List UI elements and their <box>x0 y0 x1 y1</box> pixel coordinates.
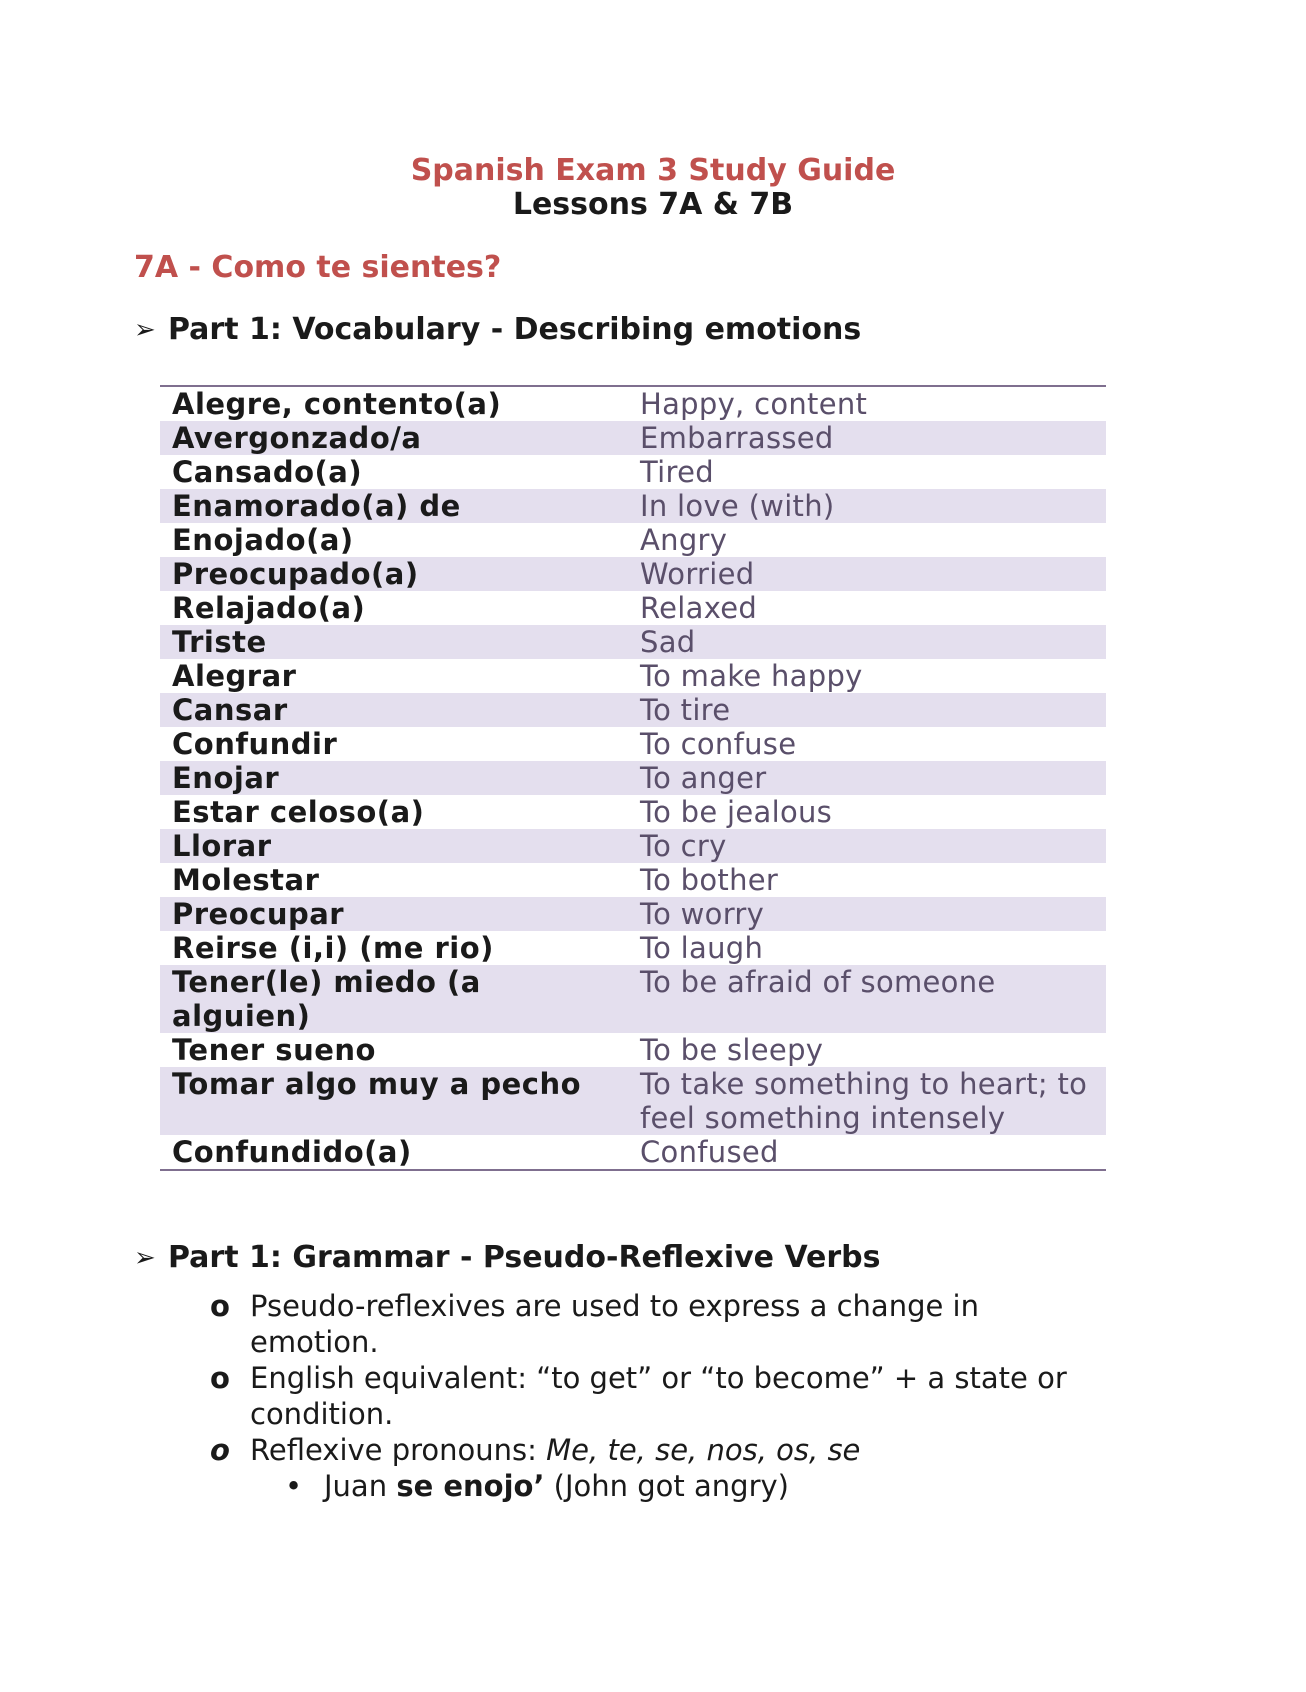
vocab-english-translation: Angry <box>640 523 728 557</box>
grammar-bullet-list <box>210 1288 1100 1504</box>
grammar-bullet-text: Reflexive pronouns: <box>250 1433 547 1467</box>
vocab-spanish-term: Reirse (i,i) (me rio) <box>172 931 494 965</box>
vocab-english-translation: To anger <box>628 761 1106 795</box>
vocab-row <box>160 1067 1106 1135</box>
sub-bullet-marker: • <box>285 1469 303 1503</box>
vocab-row <box>160 1033 1106 1067</box>
vocab-english-translation: To worry <box>628 897 1106 931</box>
vocab-spanish-term: Triste <box>160 625 628 659</box>
bullet-marker: o <box>210 1361 230 1395</box>
vocab-english-translation: To be afraid of someone <box>628 965 1106 1033</box>
arrow-bullet-icon: ➢ <box>134 1243 156 1273</box>
vocab-spanish-term: Tener sueno <box>172 1033 376 1067</box>
vocab-english-translation: To tire <box>628 693 1106 727</box>
vocab-english-translation: Confused <box>640 1135 779 1169</box>
example-verb: se enojo’ <box>396 1469 545 1503</box>
part-heading-vocabulary <box>134 312 861 348</box>
vocab-row <box>160 931 1106 965</box>
vocab-spanish-term: Relajado(a) <box>172 591 366 625</box>
vocab-row <box>160 591 1106 625</box>
vocab-english-translation: To be sleepy <box>640 1033 824 1067</box>
grammar-bullet-text: English equivalent: “to get” or “to become” + a state or condition. <box>250 1361 1067 1431</box>
vocab-english-translation: In love (with) <box>628 489 1106 523</box>
vocab-row <box>160 1135 1106 1170</box>
vocab-row <box>160 761 1106 795</box>
vocabulary-table <box>160 385 1106 1171</box>
vocab-spanish-term: Tomar algo muy a pecho <box>160 1067 628 1135</box>
arrow-bullet-icon: ➢ <box>134 315 156 345</box>
vocab-row <box>160 455 1106 489</box>
example-subject: Juan <box>324 1469 397 1503</box>
vocab-row <box>160 523 1106 557</box>
example-translation: (John got angry) <box>544 1469 789 1503</box>
vocab-english-translation: Tired <box>640 455 714 489</box>
vocab-spanish-term: Llorar <box>160 829 628 863</box>
vocab-row <box>160 897 1106 931</box>
vocab-english-translation: To confuse <box>640 727 797 761</box>
vocab-row <box>160 625 1106 659</box>
vocab-english-translation: To cry <box>628 829 1106 863</box>
vocab-english-translation: Sad <box>628 625 1106 659</box>
vocab-row <box>160 489 1106 523</box>
vocab-spanish-term: Alegre, contento(a) <box>172 387 502 421</box>
document-title: Spanish Exam 3 Study Guide <box>410 153 896 188</box>
vocab-spanish-term: Preocupado(a) <box>160 557 628 591</box>
vocab-english-translation: To laugh <box>640 931 764 965</box>
vocab-row <box>160 863 1106 897</box>
vocab-english-translation: Relaxed <box>640 591 758 625</box>
vocab-spanish-term: Enojado(a) <box>172 523 354 557</box>
vocab-row <box>160 829 1106 863</box>
vocab-row <box>160 693 1106 727</box>
grammar-bullet <box>210 1288 1100 1360</box>
vocab-english-translation: To be jealous <box>640 795 833 829</box>
part-heading-vocabulary-label: Part 1: Vocabulary - Describing emotions <box>168 312 862 347</box>
vocab-row <box>160 965 1106 1033</box>
vocab-spanish-term: Confundir <box>172 727 338 761</box>
vocab-spanish-term: Estar celoso(a) <box>172 795 425 829</box>
grammar-bullet <box>210 1360 1100 1432</box>
vocab-spanish-term: Alegrar <box>172 659 297 693</box>
vocab-spanish-term: Enamorado(a) de <box>160 489 628 523</box>
vocab-row <box>160 659 1106 693</box>
vocab-english-translation: To bother <box>640 863 779 897</box>
vocab-spanish-term: Confundido(a) <box>172 1135 412 1169</box>
reflexive-pronouns: Me, te, se, nos, os, se <box>546 1433 861 1467</box>
grammar-bullet <box>210 1432 1100 1468</box>
vocab-spanish-term: Enojar <box>160 761 628 795</box>
grammar-bullet-text: Pseudo-reflexives are used to express a change in emotion. <box>250 1289 979 1359</box>
vocab-english-translation: Embarrassed <box>628 421 1106 455</box>
vocab-spanish-term: Molestar <box>172 863 320 897</box>
vocab-spanish-term: Tener(le) miedo (a alguien) <box>160 965 628 1033</box>
part-heading-grammar-label: Part 1: Grammar - Pseudo-Reflexive Verbs <box>168 1240 881 1275</box>
vocab-spanish-term: Cansar <box>160 693 628 727</box>
vocab-english-translation: To make happy <box>640 659 863 693</box>
part-heading-grammar <box>134 1240 881 1276</box>
vocab-english-translation: Happy, content <box>640 387 868 421</box>
bullet-marker: o <box>210 1289 230 1323</box>
section-heading-7a: 7A - Como te sientes? <box>134 250 502 285</box>
vocab-spanish-term: Cansado(a) <box>172 455 363 489</box>
bullet-marker: o <box>210 1433 230 1467</box>
document-subtitle: Lessons 7A & 7B <box>512 187 794 222</box>
vocab-row <box>160 557 1106 591</box>
vocab-english-translation: Worried <box>628 557 1106 591</box>
vocab-row <box>160 421 1106 455</box>
vocab-row <box>160 386 1106 421</box>
vocab-english-translation: To take something to heart; to feel something intensely <box>628 1067 1106 1135</box>
grammar-example <box>210 1468 1100 1504</box>
vocab-spanish-term: Avergonzado/a <box>160 421 628 455</box>
vocab-spanish-term: Preocupar <box>160 897 628 931</box>
vocab-row <box>160 727 1106 761</box>
vocab-row <box>160 795 1106 829</box>
